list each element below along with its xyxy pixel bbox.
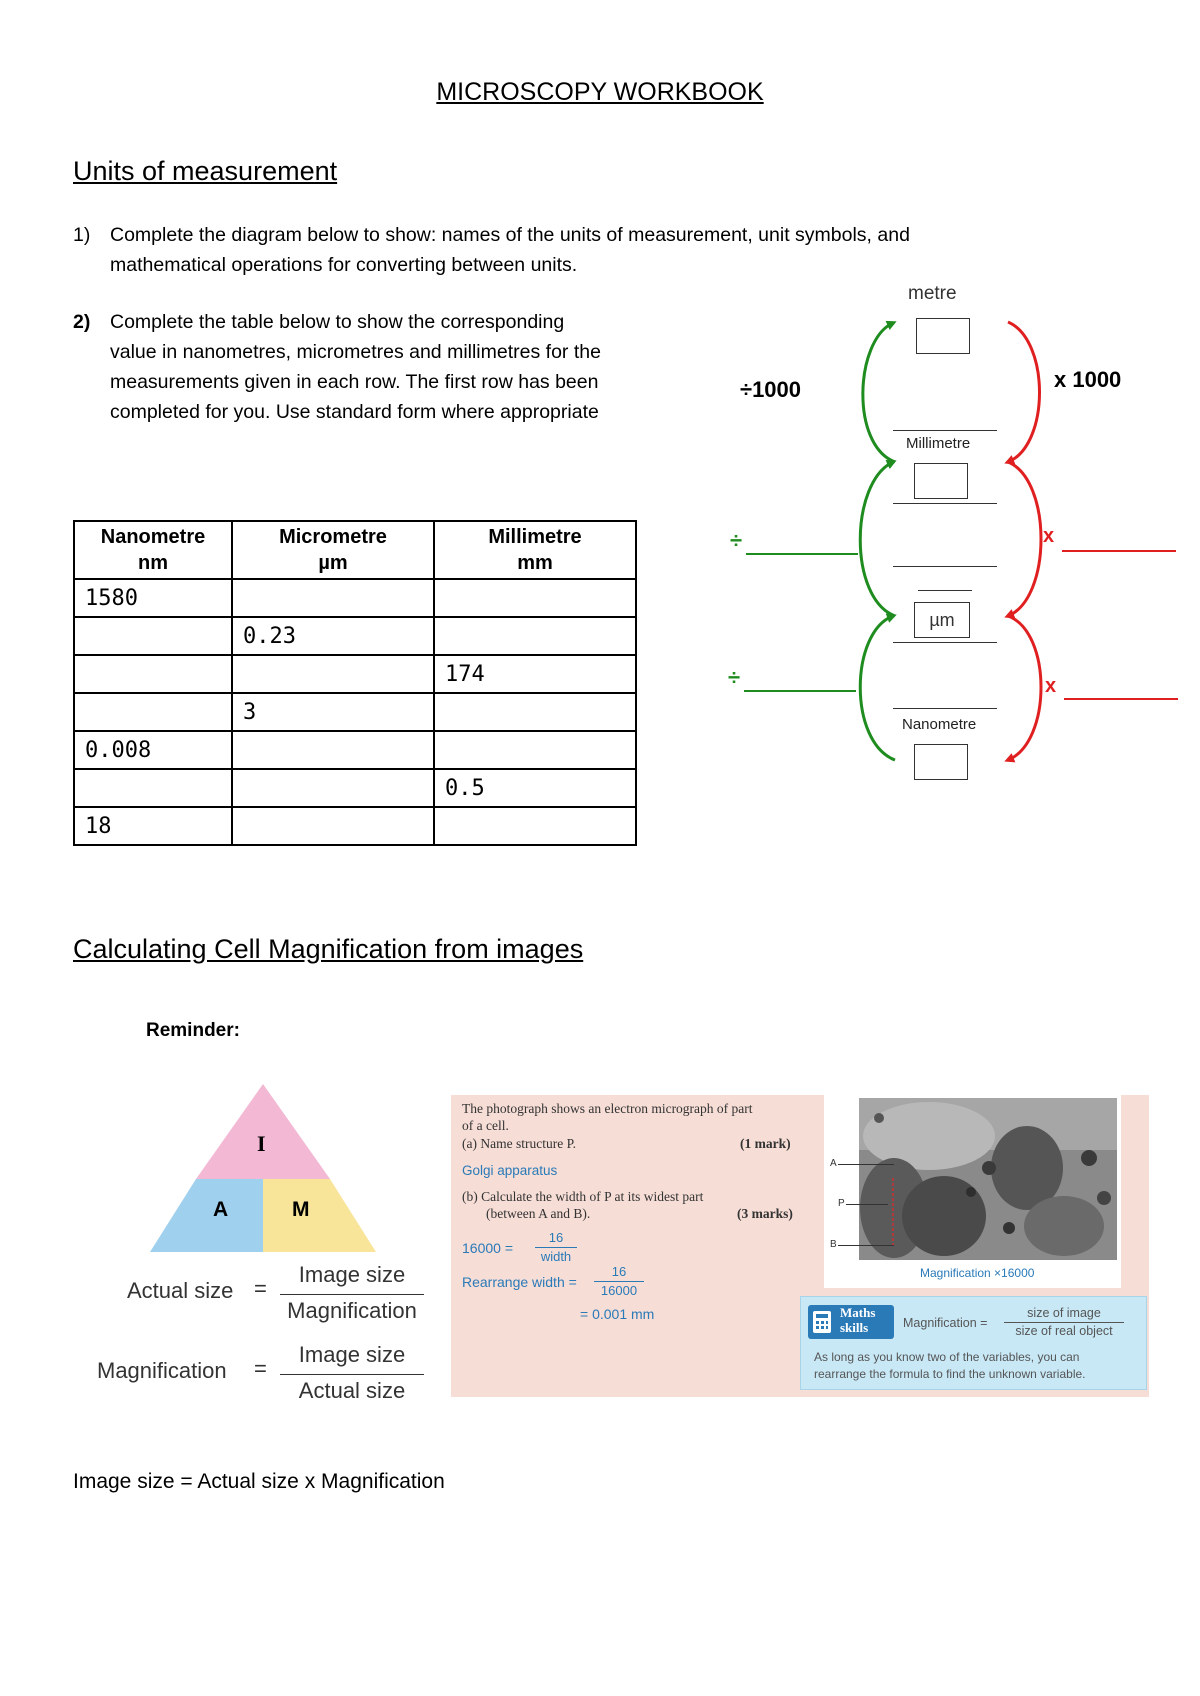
maths-note-line-2: rearrange the formula to find the unknown variable. — [814, 1367, 1086, 1381]
reminder-label: Reminder: — [146, 1020, 240, 1041]
panel-intro-line: of a cell. — [462, 1118, 509, 1133]
triangle-graphic — [150, 1082, 380, 1258]
multiply-1000-label: x 1000 — [1054, 367, 1122, 392]
question-2-line-1: Complete the table below to show the corresponding — [110, 311, 565, 333]
formula-1-lhs: Actual size — [127, 1278, 234, 1303]
equation-2-denominator: 16000 — [600, 1283, 638, 1298]
panel-intro — [462, 1100, 753, 1134]
cell-nm[interactable]: 1580 — [74, 579, 232, 617]
formula-1-denominator: Magnification — [287, 1298, 417, 1323]
maths-badge-line: skills — [840, 1320, 869, 1335]
millimetre-label: Millimetre — [906, 435, 971, 452]
cell-um[interactable]: 3 — [232, 693, 434, 731]
equation-1-numerator: 16 — [548, 1230, 564, 1245]
question-1-number: 1) — [73, 224, 91, 246]
multiply-answer-line-1[interactable] — [1062, 550, 1176, 552]
millimetre-symbol-box[interactable] — [914, 463, 968, 499]
electron-micrograph — [859, 1098, 1117, 1260]
micrometre-symbol-box[interactable]: µm — [914, 602, 970, 638]
panel-intro-line: The photograph shows an electron micrograph of part — [462, 1101, 753, 1116]
formula-2-numerator: Image size — [298, 1342, 406, 1367]
question-1-line-1: Complete the diagram below to show: names of the units of measurement, unit symbols, and — [110, 224, 910, 246]
multiply-answer-line-2[interactable] — [1064, 698, 1178, 700]
question-a-answer: Golgi apparatus — [462, 1163, 558, 1178]
calculator-icon — [813, 1311, 831, 1333]
marker-a-line — [838, 1164, 894, 1165]
triangle-label-m: M — [292, 1198, 310, 1221]
header-millimetre: Millimetre mm — [434, 521, 636, 579]
equation-1-bar — [535, 1247, 577, 1248]
section-heading-magnification: Calculating Cell Magnification from images — [73, 934, 584, 964]
formula-2-eq: = — [254, 1356, 267, 1381]
equation-2-numerator: 16 — [611, 1264, 627, 1279]
marker-b-line — [838, 1245, 894, 1246]
unit-name-line[interactable] — [893, 503, 997, 504]
divide-sign-2: ÷ — [728, 665, 741, 690]
unit-name-line[interactable] — [893, 708, 997, 709]
maths-badge-line: Maths — [840, 1305, 876, 1320]
unit-name-line[interactable] — [918, 590, 972, 591]
question-a: (a) Name structure P. — [462, 1136, 576, 1151]
formula-image-size: Image size = Actual size x Magnification — [73, 1470, 445, 1493]
formula-1-bar — [280, 1294, 424, 1295]
unit-name-line[interactable] — [893, 642, 997, 643]
question-2-line-3: measurements given in each row. The first row has been — [110, 371, 599, 393]
calculator-icon-graphic — [813, 1311, 831, 1333]
red-arrow-bottom — [1008, 616, 1041, 760]
cell-um[interactable]: 0.23 — [232, 617, 434, 655]
metre-symbol-box[interactable] — [916, 318, 970, 354]
maths-formula-lhs: Magnification = — [903, 1316, 988, 1330]
page-title: MICROSCOPY WORKBOOK — [436, 78, 764, 106]
header-nanometre: Nanometre nm — [74, 521, 232, 579]
maths-formula-bar — [1004, 1322, 1124, 1323]
nanometre-label: Nanometre — [902, 716, 977, 733]
triangle-section-m — [263, 1179, 376, 1252]
marker-p-line — [846, 1204, 888, 1205]
formula-1-eq: = — [254, 1276, 267, 1301]
equation-2-lhs: Rearrange width = — [462, 1274, 577, 1290]
metre-label: metre — [908, 283, 957, 304]
equation-1-lhs: 16000 = — [462, 1240, 513, 1256]
question-b-marks: (3 marks) — [737, 1206, 793, 1221]
divide-1000-label: ÷1000 — [740, 377, 802, 402]
marker-a: A — [830, 1158, 837, 1169]
question-b-line-1: (b) Calculate the width of P at its widest part — [462, 1189, 704, 1204]
maths-skills-badge-text — [840, 1305, 875, 1335]
question-2-line-4: completed for you. Use standard form where appropriate — [110, 401, 599, 423]
unit-name-line[interactable] — [893, 430, 997, 431]
question-2-number: 2) — [73, 311, 91, 333]
red-arrow-top — [1008, 322, 1040, 462]
marker-p: P — [838, 1198, 845, 1209]
multiply-sign-2: x — [1045, 675, 1057, 697]
multiply-sign-1: x — [1043, 525, 1055, 547]
formula-2-bar — [280, 1374, 424, 1375]
triangle-label-i: I — [257, 1131, 266, 1156]
equation-2-bar — [594, 1281, 644, 1282]
green-arrow-bottom — [860, 616, 895, 760]
formula-2-denominator: Actual size — [298, 1378, 406, 1403]
nanometre-symbol-box[interactable] — [914, 744, 968, 780]
green-arrow-top — [863, 323, 895, 462]
section-heading-units: Units of measurement — [73, 156, 338, 186]
marker-b: B — [830, 1239, 837, 1250]
cell-mm[interactable]: 0.5 — [434, 769, 636, 807]
question-2-line-2: value in nanometres, micrometres and millimetres for the — [110, 341, 601, 363]
equation-3: = 0.001 mm — [580, 1306, 655, 1322]
cell-nm[interactable]: 18 — [74, 807, 232, 845]
formula-1-numerator: Image size — [298, 1262, 406, 1287]
divide-answer-line-2[interactable] — [744, 690, 856, 692]
maths-formula-denominator: size of real object — [1015, 1324, 1113, 1338]
header-micrometre: Micrometre µm — [232, 521, 434, 579]
question-1-line-2: mathematical operations for converting between units. — [110, 254, 578, 276]
triangle-section-a — [150, 1179, 263, 1252]
red-arrow-middle — [1008, 462, 1041, 616]
divide-sign-1: ÷ — [730, 528, 743, 553]
cell-nm[interactable]: 0.008 — [74, 731, 232, 769]
maths-note-line-1: As long as you know two of the variables, you can — [814, 1350, 1080, 1364]
unit-name-line[interactable] — [893, 566, 997, 567]
question-b-line-2: (between A and B). — [486, 1206, 591, 1221]
divide-answer-line-1[interactable] — [746, 553, 858, 555]
equation-1-denominator: width — [540, 1249, 572, 1264]
question-a-marks: (1 mark) — [740, 1136, 791, 1151]
cell-mm[interactable]: 174 — [434, 655, 636, 693]
green-arrow-middle — [860, 462, 895, 616]
formula-2-lhs: Magnification — [97, 1358, 227, 1383]
maths-formula-numerator: size of image — [1027, 1306, 1101, 1320]
triangle-label-a: A — [213, 1198, 229, 1221]
micrograph-caption: Magnification ×16000 — [920, 1266, 1035, 1280]
